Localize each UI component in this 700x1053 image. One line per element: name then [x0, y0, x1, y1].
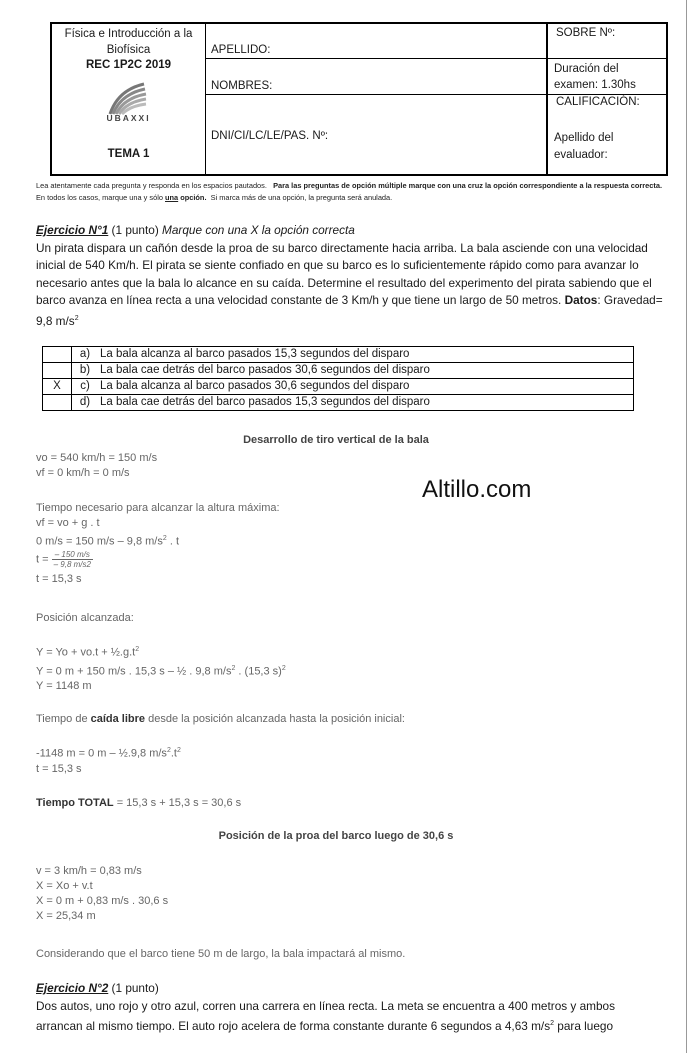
solution-block-4 — [36, 743, 181, 777]
course-line-1: Física e Introducción a la — [64, 28, 193, 40]
eq-zero: 0 m/s = 150 m/s – 9,8 $m/s^2$ . t — [36, 535, 179, 548]
sobre-label: SOBRE Nº: — [556, 27, 616, 39]
course-name — [52, 26, 205, 58]
y-eq-2: Y = 0 m + 150 m/s . 15,3 s – ½ . 9,8 $m/s^2$ . (15,3 s)$^2$ — [36, 664, 286, 678]
apellido-field[interactable]: APELLIDO: — [211, 44, 271, 56]
eq-vf: vf = vo + g . t — [36, 517, 100, 529]
option-mark-cell[interactable] — [43, 395, 72, 411]
options-table — [42, 346, 634, 411]
calificacion-label: CALIFICACIÓN: — [556, 96, 640, 108]
option-text: La bala cae detrás del barco pasados 15,3 segundos del disparo — [98, 395, 634, 411]
solution-heading-1: Desarrollo de tiro vertical de la bala — [243, 434, 429, 446]
position-title: Posición alcanzada: — [36, 612, 134, 624]
nombres-field[interactable]: NOMBRES: — [211, 80, 273, 92]
option-text: La bala cae detrás del barco pasados 30,6 segundos del disparo — [98, 363, 634, 379]
total-time: Tiempo TOTAL = 15,3 s + 15,3 s = 30,6 s — [36, 797, 242, 809]
evaluador-label: Apellido del evaluador: — [554, 132, 614, 161]
option-letter: b) — [72, 363, 99, 379]
option-row[interactable] — [43, 395, 634, 411]
x-eq-2: X = 0 m + 0,83 m/s . 30,6 s — [36, 895, 169, 907]
exam-code: REC 1P2C 2019 — [85, 59, 172, 71]
admin-cell — [546, 24, 668, 174]
datos-value: : Gravedad= 9,8 m/s — [36, 293, 663, 328]
tema-label: TEMA 1 — [107, 148, 150, 160]
course-cell — [52, 24, 206, 174]
option-letter: c) — [72, 379, 99, 395]
exercise-1-instruction: Marque con una X la opción correcta — [162, 223, 355, 237]
option-mark-cell[interactable] — [43, 363, 72, 379]
conclusion: Considerando que el barco tiene 50 m de largo, la bala impactará al mismo. — [36, 948, 406, 960]
option-text: La bala alcanza al barco pasados 30,6 segundos del disparo — [98, 379, 634, 395]
v-line: v = 3 km/h = 0,83 m/s — [36, 865, 142, 877]
t-result: t = 15,3 s — [36, 572, 82, 585]
option-mark-cell[interactable] — [43, 347, 72, 363]
t-fraction: $\frac{- 150 m/s}{- 9,8 m/s2}$ — [53, 549, 91, 569]
x-eq-1: X = Xo + v.t — [36, 880, 93, 892]
option-row[interactable] — [43, 363, 634, 379]
logo-wordmark: UBAXXI — [106, 113, 151, 123]
exercise-2-line-2: arrancan al mismo tiempo. El auto rojo acelera de forma constante durante 6 segundos a 4,63 m/s — [36, 1018, 551, 1033]
solution-block-1 — [36, 451, 157, 481]
exercise-2-line-1: Dos autos, uno rojo y otro azul, corren una carrera en línea recta. La meta se encuentra a 400 metros y ambos — [36, 998, 616, 1013]
option-row[interactable] — [43, 379, 634, 395]
solution-block-5 — [36, 864, 168, 924]
option-letter: a) — [72, 347, 99, 363]
dni-field[interactable]: DNI/CI/LC/LE/PAS. Nº: — [211, 130, 329, 142]
instructions: Lea atentamente cada pregunta y responda en los espacios pautados. Para las preguntas de opción múltiple marque con una cruz la opción correspondiente a la respuesta correcta. En todos los casos, marque una y sólo una opción. Si marca más de una opción, la pregunta será anulada. — [36, 181, 663, 202]
watermark: Altillo.com — [422, 476, 532, 503]
x-result: X = 25,34 m — [36, 910, 96, 922]
time-title: Tiempo necesario para alcanzar la altura máxima: — [36, 502, 280, 514]
exercise-1: Ejercicio N°1 (1 punto) Marque con una X la opción correcta Un pirata dispara un cañón desde la proa de su barco directamente hacia arriba. La bala asciende con una velocidad inicial de 540 Km/h. El pirata se siente confiado en que su barco es lo suficientemente rápido como para avanzar lo necesario antes que la bala lo alcance en su caída. Determine el resultado del experimento del pirata sabiendo que el barco avanza en línea recta a una velocidad constante de 3 Km/h y que tiene un largo de 50 metros. Datos: Gravedad= 9,8 $m/s^2$ — [36, 223, 663, 328]
duracion-label: Duración del examen: 1.30hs — [554, 63, 636, 91]
row-divider — [548, 94, 668, 95]
exercise-2: Ejercicio N°2 (1 punto) Dos autos, uno rojo y otro azul, corren una carrera en línea recta. La meta se encuentra a 400 metros y ambos arrancan al mismo tiempo. El auto rojo acelera de forma constante durante 6 segundos a 4,63 $m/s^2$ para luego — [36, 981, 616, 1033]
fall-result: t = 15,3 s — [36, 762, 82, 775]
vf-line: vf = 0 km/h = 0 m/s — [36, 467, 130, 479]
exercise-2-points: (1 punto) — [111, 981, 159, 995]
vo-line: vo = 540 km/h = 150 m/s — [36, 452, 158, 464]
option-letter: d) — [72, 395, 99, 411]
exercise-1-statement: Un pirata dispara un cañón desde la proa de su barco directamente hacia arriba. La bala asciende con una velocidad inicial de 540 Km/h. El pirata se siente confiado en que su barco es lo suficientemente rápido como para avanzar lo necesario antes que la bala lo alcance en su caída. Determine el resultado del experimento del pirata sabiendo que el barco avanza en línea recta a una velocidad constante de 3 Km/h y que tiene un largo de 50 metros. — [36, 240, 652, 307]
y-eq-1: $Y = Yo + vo.t + \frac{1}{2}.g.t^2$ — [36, 646, 140, 659]
option-text: La bala alcanza al barco pasados 15,3 segundos del disparo — [98, 347, 634, 363]
option-row[interactable] — [43, 347, 634, 363]
row-divider — [548, 58, 668, 59]
exercise-1-points: (1 punto) — [111, 223, 159, 237]
solution-block-2 — [36, 501, 280, 587]
eq-t-fraction: t = $\frac{- 150 m/s}{- 9,8 m/s2}$ — [36, 549, 91, 569]
solution-heading-2: Posición de la proa del barco luego de 30,6 s — [218, 830, 454, 842]
page-edge-rule — [686, 0, 687, 1053]
exercise-2-title: Ejercicio N°2 — [36, 981, 109, 995]
exercise-1-title: Ejercicio N°1 — [36, 223, 109, 237]
exam-header-table — [50, 22, 668, 176]
datos-label: Datos — [564, 293, 598, 307]
course-line-2: Biofísica — [106, 44, 151, 56]
option-mark-cell[interactable]: X — [43, 379, 72, 395]
y-result: Y = 1148 m — [36, 680, 92, 693]
free-fall-title: Tiempo de caída libre desde la posición alcanzada hasta la posición inicial: — [36, 713, 405, 725]
fall-eq: -1148 m = 0 m – ½.9,8 $m/s^2.t^2$ — [36, 747, 181, 760]
solution-block-3 — [36, 642, 286, 694]
